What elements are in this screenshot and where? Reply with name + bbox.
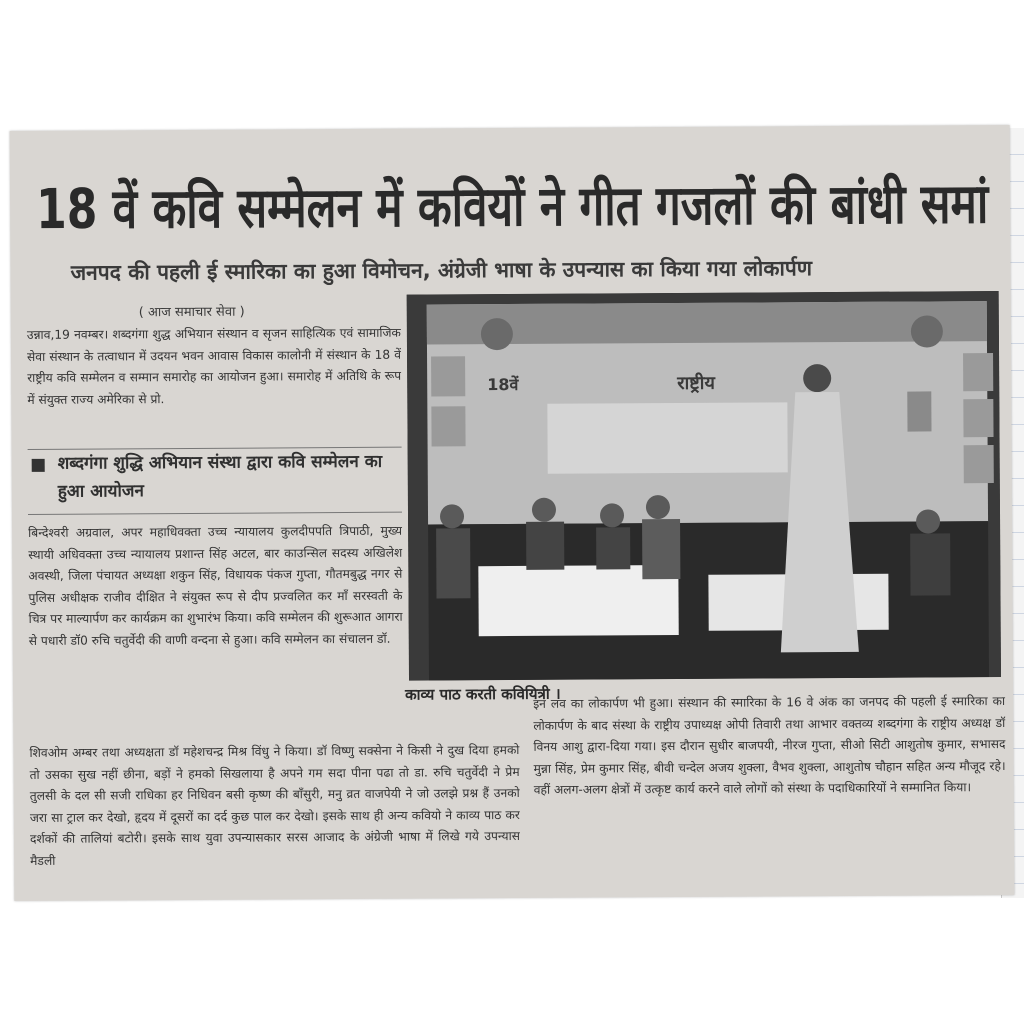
portrait-left-1 (431, 356, 465, 396)
portrait-right-3 (964, 445, 994, 483)
article-body-wide: शिवओम अम्बर तथा अध्यक्षता डॉ महेशचन्द्र मिश्र विंधु ने किया। डॉ विष्णु सक्सेना ने किसी ने दुख दिया हमको तो उसका सुख नहीं छीना, बड़ों ने हमको सिखलाया है अपने गम सदा पीना पढा तो डा. रुचि चतुर्वेदी ने प्रेम तुलसी के दल सी सजी राधिका हर निधिवन बसी कृष्ण की बाँसुरी, मनु व्रत वाजपेयी ने जो उलझे प्रश्न हैं उनको जरा सा ट्राल कर देखो, हृदय में दूसरों का दर्द कुछ पाल कर देखो। इसके साथ ही अन्य कवियो ने काव्य पाठ कर दर्शकों की तालियां बटोरी। इसके साथ युवा उपन्यासकार सरस आजाद के अंग्रेजी भाषा में लिखे गये उपन्यास मैडली (29, 742, 521, 868)
article-intro: उन्नाव,19 नवम्बर। शब्दगंगा शुद्ध अभियान संस्थान व सृजन साहित्यिक एवं सामाजिक सेवा संस्थान के तत्वाधान में उदयन भवन आवास विकास कालोनी में संस्थान के 18 वें राष्ट्रीय कवि सम्मेलन व सम्मान समारोह का आयोजन हुआ। समारोह में अतिथि के रूप में संयुक्त राज्य अमेरिका से प्रो. (26, 325, 402, 407)
banner-logo-left (481, 318, 513, 350)
guest-5-head (916, 509, 940, 533)
poet-head (803, 364, 831, 392)
byline: ( आज समाचार सेवा ) (138, 304, 245, 321)
guest-4-body (642, 519, 680, 579)
guest-2-head (532, 498, 556, 522)
article-body-right: इन लव का लोकार्पण भी हुआ। संस्थान की स्मारिका के 16 वे अंक का जनपद की पहली ई स्मारिका का लोकार्पण के बाद संस्था के राष्ट्रीय उपाध्यक्ष ओपी तिवारी तथा आभार वक्तव्य शब्दगंगा के राष्ट्रीय अध्यक्ष डॉ विनय आशु द्वारा-दिया गया। इस दौरान सुधीर बाजपयी, नीरज गुप्ता, सीओ सिटी आशुतोष कुमार, सभासद मुन्ना सिंह, प्रेम कुमार सिंह, बीवी चन्देल अजय शुक्ला, वैभव शुक्ला, आशुतोष चौहान सहित अन्य मौजूद रहे। वहीं अलग-अलग क्षेत्रों में उत्कृष्ट कार्य करने वाले लोगों को संस्था के पदाधिकारियों ने सम्मानित किया। (533, 693, 1006, 797)
portrait-right-2 (963, 399, 993, 437)
guest-2-body (526, 522, 564, 570)
bullet-square-icon (32, 459, 45, 472)
headline: 18 वें कवि सम्मेलन में कवियों ने गीत गजलों की बांधी समां (35, 172, 989, 242)
guest-5-body (910, 533, 950, 595)
guest-1-head (440, 504, 464, 528)
guest-3-head (600, 503, 624, 527)
sub-heading-box (28, 447, 402, 515)
guest-4-head (646, 495, 670, 519)
event-photo (407, 291, 1001, 681)
article-body-left: बिन्देश्वरी अग्रवाल, अपर महाधिवक्ता उच्च न्यायालय कुलदीपपति त्रिपाठी, मुख्य स्थायी अधिवक्ता उच्च न्यायालय प्रशान्त सिंह अटल, बार काउन्सिल सदस्य अखिलेश अवस्थी, जिला पंचायत अध्यक्षा शकुन सिंह, विधायक पंकज गुप्ता, गौतमबुद्ध नगर से पुलिस अधीक्षक राजीव दीक्षित ने संयुक्त रूप से दीप प्रज्वलित कर माँ सरस्वती के चित्र पर माल्यार्पण कर कार्यक्रम का शुभारंभ किया। कवि सम्मेलन की शुरूआत आगरा से पधारी डॉ0 रुचि चतुर्वेदी की वाणी वन्दना से हुआ। कवि सम्मेलन का संचालन डॉ. (28, 523, 403, 648)
banner-logo-right (911, 315, 943, 347)
banner-word: राष्ट्रीय (677, 372, 715, 394)
banner-label: 18वें (487, 374, 519, 395)
portrait-right-1 (963, 353, 993, 391)
microphone-graphic (907, 391, 931, 431)
subheadline: जनपद की पहली ई स्मारिका का हुआ विमोचन, अंग्रेजी भाषा के उपन्यास का किया गया लोकार्पण (70, 256, 813, 285)
guest-1-body (436, 528, 470, 598)
portrait-left-2 (431, 406, 465, 446)
guest-3-body (596, 527, 630, 569)
banner-large-text-block (547, 402, 787, 473)
sub-heading-text: शब्दगंगा शुद्धि अभियान संस्था द्वारा कवि सम्मेलन का हुआ आयोजन (57, 451, 383, 502)
photo-caption: काव्य पाठ करती कवियित्री । (405, 684, 561, 704)
newspaper-clipping (10, 125, 1015, 901)
event-photo-illustration (407, 291, 1001, 681)
